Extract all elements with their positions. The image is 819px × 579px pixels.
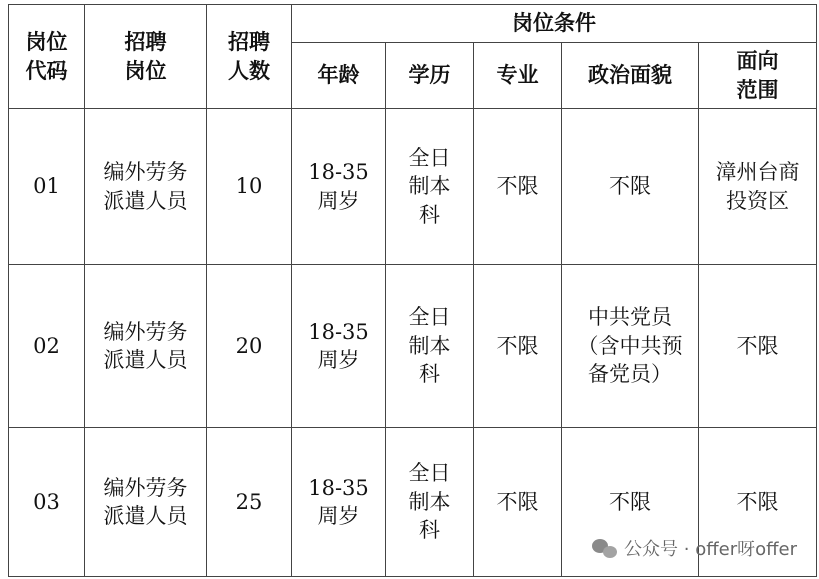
header-education-label: 学历 [408, 62, 451, 88]
row-3-age: 18-35 周岁 [308, 475, 369, 528]
row-1-age: 18-35 周岁 [308, 160, 369, 213]
header-major-label: 专业 [496, 62, 539, 88]
cell-position [85, 265, 207, 428]
cell-scope [699, 109, 817, 265]
row-2-political: 中共党员 （含中共预 备党员） [577, 305, 683, 387]
header-age-label: 年龄 [317, 62, 360, 88]
cell-code [9, 428, 85, 577]
header-conditions-label: 岗位条件 [512, 10, 596, 36]
table-row [9, 109, 817, 265]
row-1-scope: 漳州台商 投资区 [715, 160, 800, 213]
header-position-label: 招聘 岗位 [124, 29, 167, 83]
cell-code [9, 109, 85, 265]
row-1-count: 10 [235, 174, 263, 199]
cell-education [386, 265, 474, 428]
row-3-political: 不限 [609, 489, 651, 514]
row-2-age: 18-35 周岁 [308, 319, 369, 372]
cell-age [292, 428, 386, 577]
watermark-text: 公众号 · offer呀offer [624, 539, 797, 560]
row-3-count: 25 [235, 489, 263, 514]
row-1-education: 全日 制本 科 [408, 145, 451, 227]
row-2-education: 全日 制本 科 [408, 305, 451, 387]
row-2-scope: 不限 [736, 333, 779, 358]
row-3-major: 不限 [496, 489, 539, 514]
cell-education [386, 109, 474, 265]
header-scope [699, 43, 817, 109]
cell-code [9, 265, 85, 428]
header-political-label: 政治面貌 [588, 62, 672, 88]
row-2-code: 02 [33, 333, 60, 358]
header-age [292, 43, 386, 109]
row-1-code: 01 [33, 174, 60, 199]
header-code-label: 岗位 代码 [25, 29, 68, 83]
row-2-position: 编外劳务 派遣人员 [103, 319, 188, 372]
row-1-major: 不限 [496, 174, 539, 199]
recruitment-table [8, 4, 817, 577]
cell-political [562, 109, 699, 265]
cell-age [292, 265, 386, 428]
header-political [562, 43, 699, 109]
table-row [9, 265, 817, 428]
cell-political [562, 265, 699, 428]
cell-age [292, 109, 386, 265]
cell-position [85, 109, 207, 265]
header-count-label: 招聘 人数 [228, 29, 270, 83]
header-count [207, 5, 292, 109]
cell-count [207, 265, 292, 428]
row-3-education: 全日 制本 科 [408, 461, 451, 543]
cell-count [207, 109, 292, 265]
header-scope-label: 面向 范围 [736, 48, 779, 102]
row-3-code: 03 [33, 489, 60, 514]
cell-education [386, 428, 474, 577]
header-major [474, 43, 562, 109]
wechat-icon [592, 537, 618, 559]
row-3-scope: 不限 [736, 489, 779, 514]
header-conditions [292, 5, 817, 43]
header-position [85, 5, 207, 109]
cell-count [207, 428, 292, 577]
row-1-position: 编外劳务 派遣人员 [103, 160, 188, 213]
cell-scope [699, 265, 817, 428]
cell-major [474, 265, 562, 428]
cell-major [474, 109, 562, 265]
row-1-political: 不限 [609, 174, 651, 199]
row-2-count: 20 [235, 333, 263, 358]
watermark [592, 535, 797, 561]
row-3-position: 编外劳务 派遣人员 [103, 475, 188, 528]
cell-position [85, 428, 207, 577]
row-2-major: 不限 [496, 333, 539, 358]
header-code [9, 5, 85, 109]
header-education [386, 43, 474, 109]
cell-major [474, 428, 562, 577]
